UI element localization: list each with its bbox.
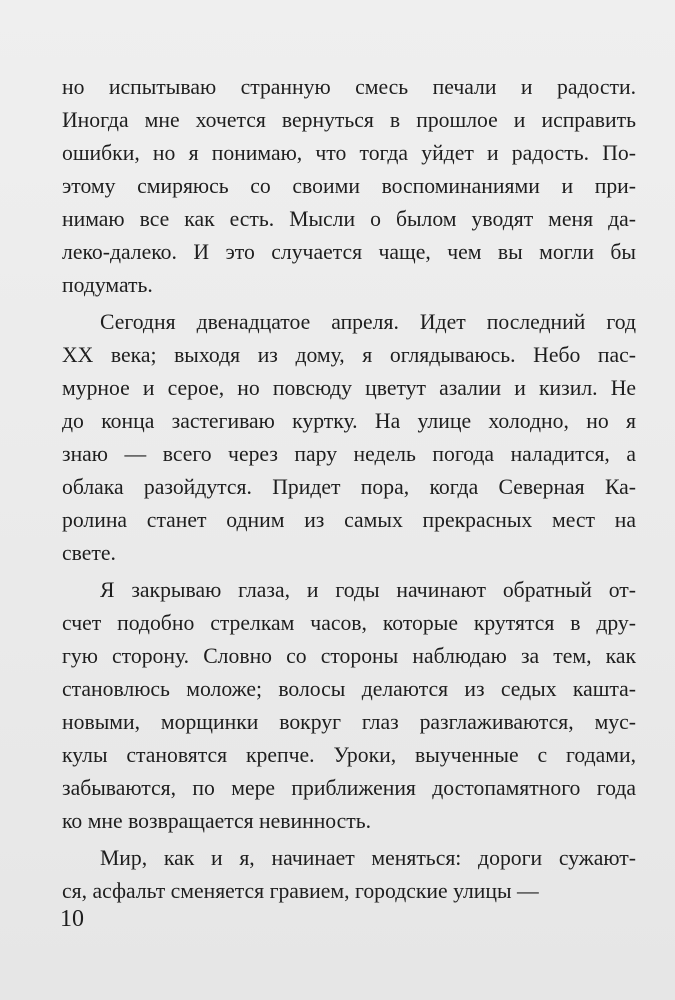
paragraph xyxy=(62,71,636,302)
text-line: но испытываю странную смесь печали и радости. xyxy=(62,75,636,99)
text-line: Сегодня двенадцатое апреля. Идет последний год xyxy=(100,310,636,334)
text-line: счет подобно стрелкам часов, которые крутятся в дру- xyxy=(62,611,636,635)
text-line: ко мне возвращается невинность. xyxy=(62,809,372,833)
text-line: облака разойдутся. Придет пора, когда Северная Ка- xyxy=(62,475,636,499)
text-line: свете. xyxy=(62,541,116,565)
page-body-text xyxy=(62,71,636,908)
text-line: Я закрываю глаза, и годы начинают обратный от- xyxy=(100,578,636,602)
paragraph xyxy=(62,574,636,838)
text-line: знаю — всего через пару недель погода наладится, а xyxy=(62,442,636,466)
text-line: гую сторону. Словно со стороны наблюдаю за тем, как xyxy=(62,644,636,668)
text-line: новыми, морщинки вокруг глаз разглаживаются, мус- xyxy=(62,710,636,734)
text-line: ролина станет одним из самых прекрасных мест на xyxy=(62,508,636,532)
text-line: забываются, по мере приближения достопамятного года xyxy=(62,776,636,800)
text-line: XX века; выходя из дому, я оглядываюсь. Небо пас- xyxy=(62,343,636,367)
text-line: Мир, как и я, начинает меняться: дороги сужают- xyxy=(100,846,636,870)
text-line: до конца застегиваю куртку. На улице холодно, но я xyxy=(62,409,636,433)
paragraph xyxy=(62,842,636,908)
text-line: подумать. xyxy=(62,273,153,297)
text-line: ся, асфальт сменяется гравием, городские улицы — xyxy=(62,879,539,903)
text-line: кулы становятся крепче. Уроки, выученные с годами, xyxy=(62,743,636,767)
page-number: 10 xyxy=(60,906,84,932)
text-line: этому смиряюсь со своими воспоминаниями и при- xyxy=(62,174,636,198)
text-line: нимаю все как есть. Мысли о былом уводят меня да- xyxy=(62,207,636,231)
text-line: мурное и серое, но повсюду цветут азалии и кизил. Не xyxy=(62,376,636,400)
text-line: леко-далеко. И это случается чаще, чем вы могли бы xyxy=(62,240,636,264)
text-line: становлюсь моложе; волосы делаются из седых кашта- xyxy=(62,677,636,701)
text-line: Иногда мне хочется вернуться в прошлое и исправить xyxy=(62,108,636,132)
text-line: ошибки, но я понимаю, что тогда уйдет и радость. По- xyxy=(62,141,636,165)
paragraph xyxy=(62,306,636,570)
